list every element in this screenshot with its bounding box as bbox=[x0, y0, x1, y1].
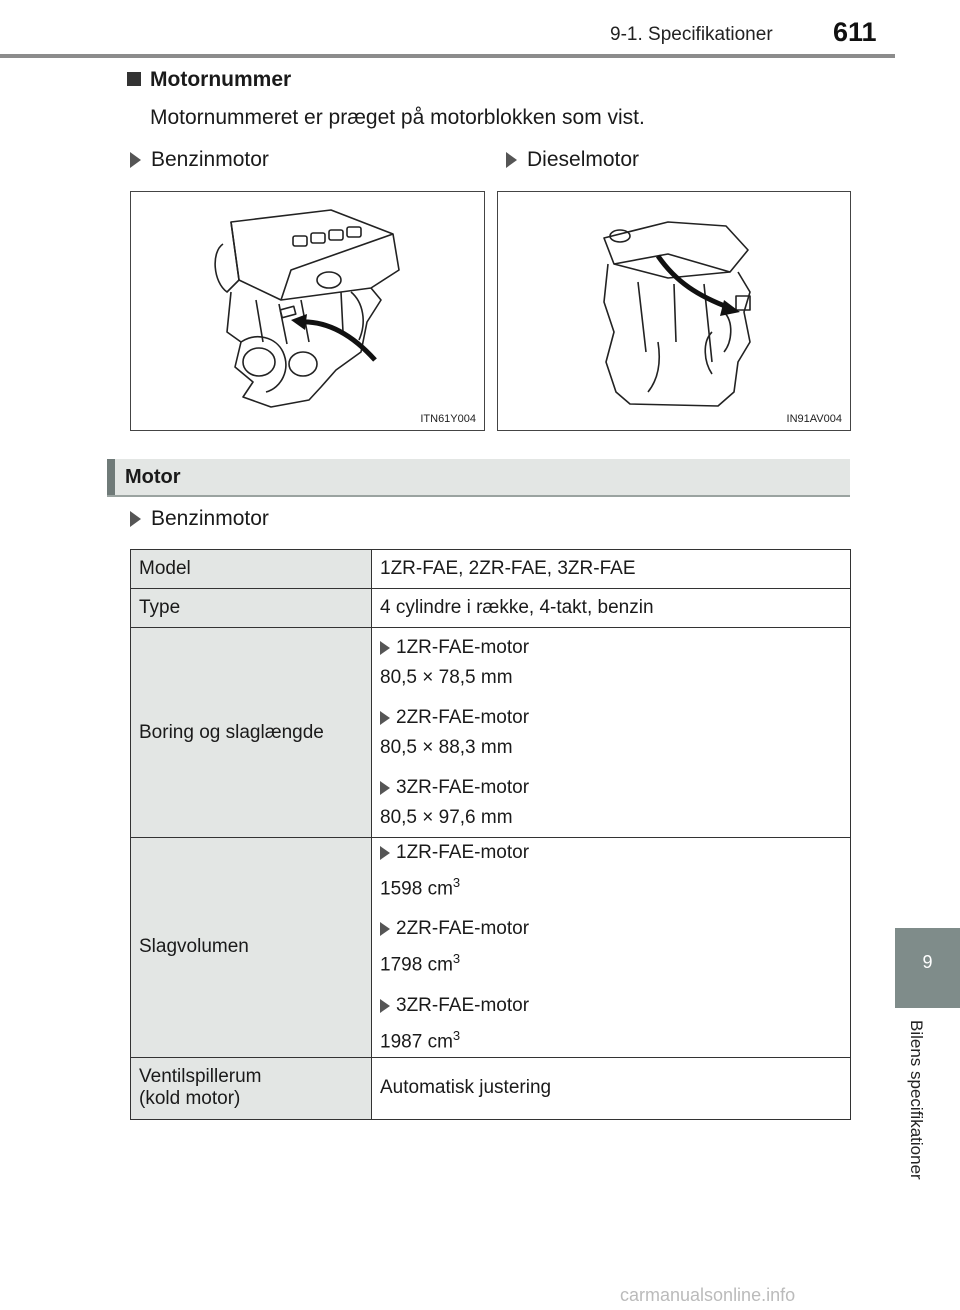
watermark: carmanualsonline.info bbox=[620, 1285, 796, 1305]
engine-variant bbox=[380, 991, 842, 1021]
figure-label-petrol bbox=[130, 148, 269, 172]
displacement-unit: cm bbox=[427, 954, 453, 976]
displacement-number: 1798 bbox=[380, 954, 423, 976]
figure-code: ITN61Y004 bbox=[420, 413, 476, 425]
engine-number-heading: Motornummer bbox=[150, 68, 292, 91]
triangle-bullet-icon bbox=[380, 781, 390, 795]
spec-key-line: Ventilspillerum bbox=[139, 1066, 262, 1088]
engine-variant bbox=[380, 914, 842, 944]
engine-variant-label: 2ZR-FAE-motor bbox=[396, 706, 530, 728]
triangle-bullet-icon bbox=[130, 152, 141, 168]
spec-value: 1ZR-FAE, 2ZR-FAE, 3ZR-FAE bbox=[372, 550, 851, 589]
engine-spec-table bbox=[130, 549, 851, 1120]
header-rule bbox=[0, 54, 895, 58]
chapter-label-text: Bilens specifikationer bbox=[907, 1020, 926, 1180]
engine-variant-label: 2ZR-FAE-motor bbox=[396, 918, 530, 940]
engine-variant-label: 3ZR-FAE-motor bbox=[396, 776, 530, 798]
engine-variant bbox=[380, 703, 842, 733]
displacement-number: 1598 bbox=[380, 878, 423, 900]
spec-key: Model bbox=[131, 550, 372, 589]
chapter-tab bbox=[895, 928, 960, 1008]
figure-label-text: Dieselmotor bbox=[527, 148, 640, 171]
spec-key bbox=[131, 1057, 372, 1119]
diesel-engine-illustration bbox=[498, 192, 850, 430]
chapter-label bbox=[898, 1020, 938, 1210]
triangle-bullet-icon bbox=[506, 152, 517, 168]
triangle-bullet-icon bbox=[380, 711, 390, 725]
section-title-text: Motor bbox=[125, 466, 181, 488]
petrol-engine-illustration bbox=[131, 192, 484, 430]
unit-exponent: 3 bbox=[452, 951, 461, 967]
table-row bbox=[131, 1057, 851, 1119]
section-subtitle-text: Benzinmotor bbox=[151, 507, 269, 530]
bore-stroke-value: 80,5 × 78,5 mm bbox=[380, 666, 513, 688]
spec-key: Boring og slaglængde bbox=[131, 628, 372, 838]
section-header-motor bbox=[107, 459, 850, 497]
table-row bbox=[131, 550, 851, 589]
engine-variant-label: 1ZR-FAE-motor bbox=[396, 842, 530, 863]
section-accent bbox=[107, 459, 115, 495]
bore-stroke-value: 80,5 × 97,6 mm bbox=[380, 806, 513, 828]
displacement-value bbox=[380, 944, 842, 980]
engine-variant bbox=[380, 773, 842, 803]
figure-label-text: Benzinmotor bbox=[151, 148, 269, 171]
section-title: 9-1. Specifikationer bbox=[610, 24, 773, 45]
figure-code: IN91AV004 bbox=[786, 413, 842, 425]
diesel-engine-figure bbox=[497, 191, 851, 431]
chapter-number: 9 bbox=[922, 952, 933, 972]
spec-value: 4 cylindre i række, 4-takt, benzin bbox=[372, 589, 851, 628]
spec-value: Automatisk justering bbox=[372, 1057, 851, 1119]
spec-key: Type bbox=[131, 589, 372, 628]
figure-label-diesel bbox=[506, 148, 639, 172]
displacement-value bbox=[380, 868, 842, 904]
unit-exponent: 3 bbox=[452, 1027, 461, 1043]
engine-variant-label: 1ZR-FAE-motor bbox=[396, 636, 530, 658]
engine-number-text: Motornummeret er præget på motorblokken som vist. bbox=[150, 106, 645, 129]
engine-variant bbox=[380, 633, 842, 663]
displacement-unit: cm bbox=[427, 1030, 453, 1052]
heading-square-icon bbox=[127, 72, 141, 86]
triangle-bullet-icon bbox=[380, 846, 390, 860]
spec-value bbox=[372, 838, 851, 1058]
table-row bbox=[131, 838, 851, 1058]
displacement-number: 1987 bbox=[380, 1030, 423, 1052]
engine-variant bbox=[380, 838, 842, 868]
spec-value bbox=[372, 628, 851, 838]
engine-variant-label: 3ZR-FAE-motor bbox=[396, 994, 530, 1016]
bore-stroke-value: 80,5 × 88,3 mm bbox=[380, 736, 513, 758]
triangle-bullet-icon bbox=[380, 641, 390, 655]
triangle-bullet-icon bbox=[380, 922, 390, 936]
petrol-engine-figure bbox=[130, 191, 485, 431]
displacement-unit: cm bbox=[427, 878, 453, 900]
spec-key-line: (kold motor) bbox=[139, 1088, 241, 1110]
page-number: 611 bbox=[833, 17, 877, 47]
unit-exponent: 3 bbox=[452, 875, 461, 890]
triangle-bullet-icon bbox=[380, 999, 390, 1013]
table-row bbox=[131, 589, 851, 628]
spec-key: Slagvolumen bbox=[131, 838, 372, 1058]
displacement-value bbox=[380, 1021, 842, 1057]
triangle-bullet-icon bbox=[130, 511, 141, 527]
section-subtitle bbox=[130, 507, 269, 531]
table-row bbox=[131, 628, 851, 838]
